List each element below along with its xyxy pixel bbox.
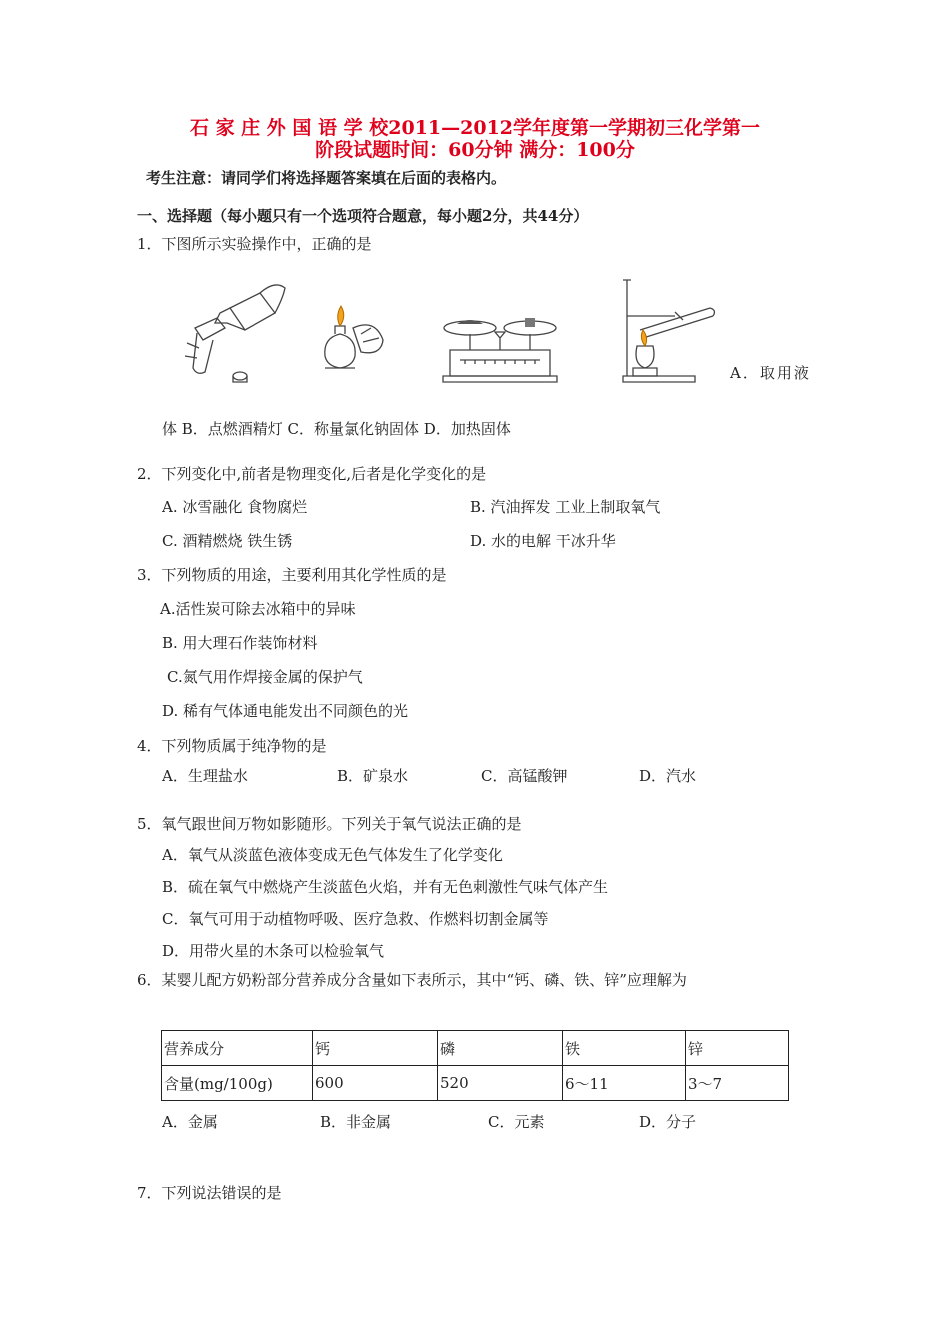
q4-stem: 4．下列物质属于纯净物的是 (137, 737, 327, 755)
q2-option-b: B. 汽油挥发 工业上制取氧气 (470, 498, 661, 516)
q3-option-b: B. 用大理石作装饰材料 (162, 634, 318, 652)
table-cell: 3～7 (686, 1066, 789, 1101)
q3-option-c: C.氮气用作焊接金属的保护气 (167, 668, 363, 686)
q1-stem: 1．下图所示实验操作中，正确的是 (137, 235, 372, 253)
table-row (162, 1031, 789, 1066)
q1-options-line: 体 B．点燃酒精灯 C．称量氯化钠固体 D．加热固体 (162, 420, 511, 438)
q1-option-a-part: A．取用液 (730, 364, 811, 382)
q4-option-c: C．高锰酸钾 (481, 767, 568, 785)
q3-option-a: A.活性炭可除去冰箱中的异味 (160, 600, 356, 618)
q6-option-a: A．金属 (162, 1113, 218, 1131)
nutrition-table (161, 1030, 789, 1101)
q2-stem: 2．下列变化中,前者是物理变化,后者是化学变化的是 (137, 465, 487, 483)
table-cell: 锌 (686, 1031, 789, 1066)
table-cell: 520 (438, 1066, 563, 1101)
q4-option-a: A．生理盐水 (162, 767, 248, 785)
q6-option-b: B．非金属 (320, 1113, 392, 1131)
exam-notice: 考生注意：请同学们将选择题答案填在后面的表格内。 (146, 169, 507, 187)
table-cell: 6～11 (563, 1066, 686, 1101)
section-heading: 一、选择题（每小题只有一个选项符合题意，每小题2分，共44分） (137, 207, 589, 225)
q3-stem: 3．下列物质的用途，主要利用其化学性质的是 (137, 566, 447, 584)
q5-stem: 5．氧气跟世间万物如影随形。下列关于氧气说法正确的是 (137, 815, 522, 833)
q1-lab-figures (175, 268, 725, 388)
q2-option-d: D. 水的电解 干冰升华 (470, 532, 616, 550)
q3-option-d: D. 稀有气体通电能发出不同颜色的光 (162, 702, 409, 720)
q6-option-c: C．元素 (488, 1113, 545, 1131)
q7-stem: 7．下列说法错误的是 (137, 1184, 282, 1202)
liquid-pouring-icon (185, 285, 285, 382)
q5-option-a: A．氧气从淡蓝色液体变成无色气体发生了化学变化 (162, 846, 503, 864)
table-cell: 营养成分 (162, 1031, 313, 1066)
q4-option-d: D．汽水 (639, 767, 697, 785)
table-cell: 钙 (313, 1031, 438, 1066)
alcohol-lamp-lighting-icon (325, 306, 383, 368)
q5-option-b: B．硫在氧气中燃烧产生淡蓝色火焰，并有无色刺激性气味气体产生 (162, 878, 609, 896)
heating-test-tube-icon (623, 280, 714, 382)
q2-option-a: A. 冰雪融化 食物腐烂 (162, 498, 308, 516)
q2-option-c: C. 酒精燃烧 铁生锈 (162, 532, 293, 550)
table-cell: 600 (313, 1066, 438, 1101)
q6-stem: 6．某婴儿配方奶粉部分营养成分含量如下表所示，其中“钙、磷、铁、锌”应理解为 (137, 971, 687, 989)
exam-title-line2: 阶段试题时间：60分钟 满分：100分 (315, 139, 635, 161)
q5-option-c: C．氧气可用于动植物呼吸、医疗急救、作燃料切割金属等 (162, 910, 549, 928)
q5-option-d: D．用带火星的木条可以检验氧气 (162, 942, 385, 960)
table-cell: 磷 (438, 1031, 563, 1066)
table-cell: 铁 (563, 1031, 686, 1066)
q4-option-b: B．矿泉水 (337, 767, 409, 785)
exam-title-line1: 石 家 庄 外 国 语 学 校2011—2012学年度第一学期初三化学第一 (189, 117, 761, 139)
balance-scale-icon (443, 318, 557, 382)
q6-option-d: D．分子 (639, 1113, 697, 1131)
table-row (162, 1066, 789, 1101)
table-cell: 含量(mg/100g) (162, 1066, 313, 1101)
